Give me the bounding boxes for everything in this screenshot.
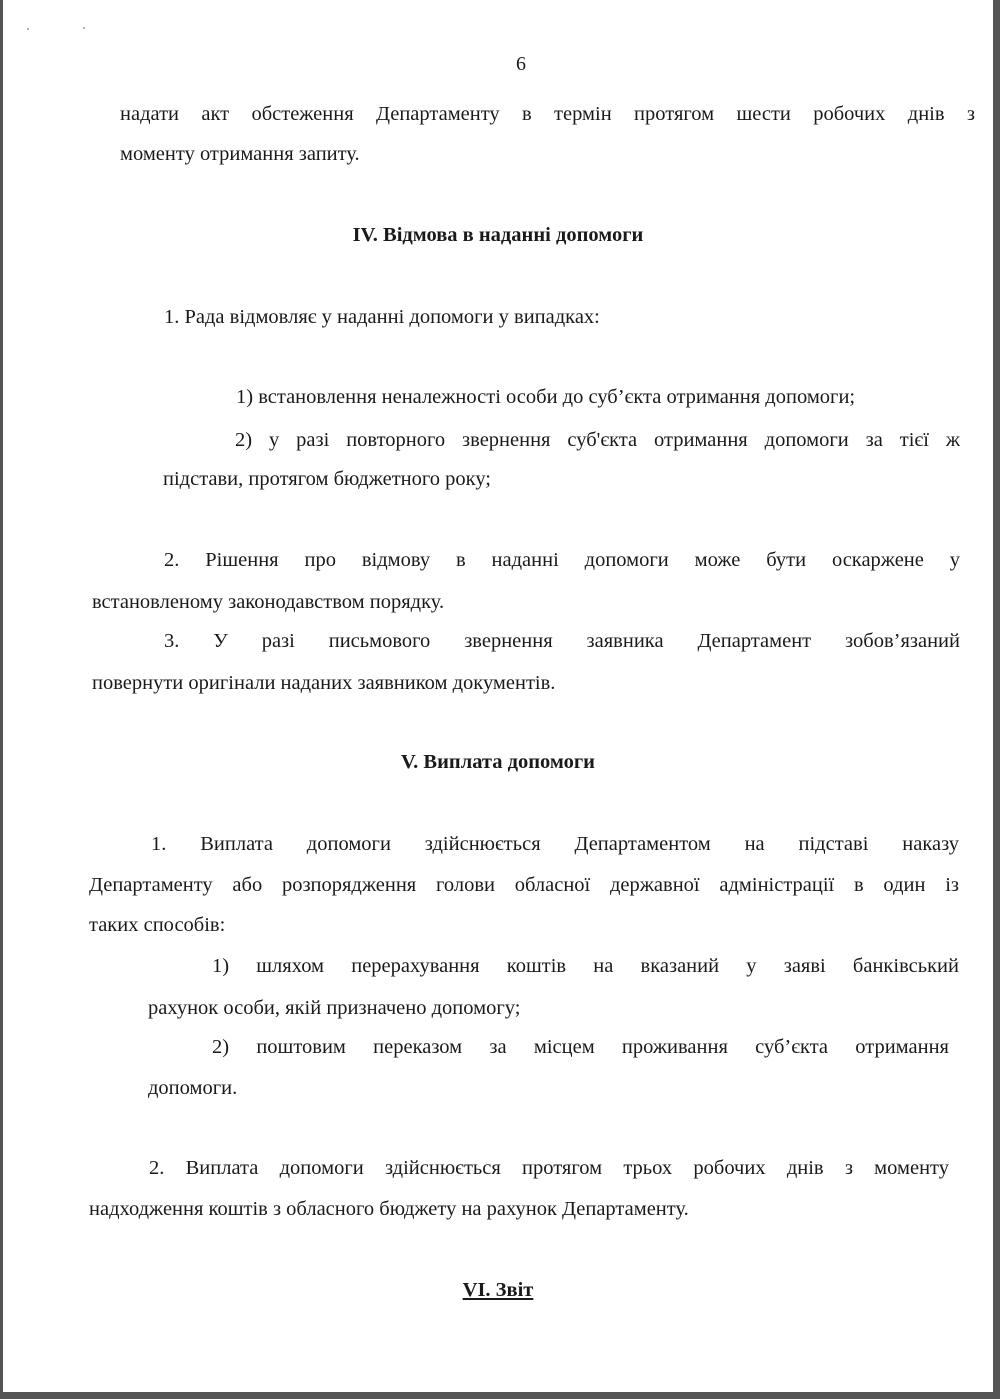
- section-heading-v: V. Виплата допомоги: [401, 751, 595, 773]
- text-line: 2. Виплата допомоги здійснюється протягом трьох робочих днів з моменту: [149, 1157, 949, 1179]
- list-item: 1) встановлення неналежності особи до суб’єкта отримання допомоги;: [236, 386, 856, 408]
- list-item: 2) у разі повторного звернення суб'єкта отримання допомоги за тієї ж: [235, 429, 960, 451]
- text-line: підстави, протягом бюджетного року;: [163, 468, 491, 490]
- text-line: 1. Рада відмовляє у наданні допомоги у випадках:: [164, 306, 600, 328]
- scan-speck: [27, 28, 29, 30]
- text-line: таких способів:: [89, 914, 226, 936]
- section-heading-vi: VI. Звіт: [462, 1279, 534, 1301]
- text-line: моменту отримання запиту.: [120, 143, 360, 165]
- scan-speck: [83, 27, 85, 29]
- text-line: 3. У разі письмового звернення заявника Департамент зобов’язаний: [164, 630, 960, 652]
- text-line: рахунок особи, якій призначено допомогу;: [148, 997, 521, 1019]
- page-number: 6: [516, 53, 526, 75]
- text-line: допомоги.: [148, 1077, 238, 1099]
- list-item: 2) поштовим переказом за місцем проживання суб’єкта отримання: [212, 1036, 949, 1058]
- section-heading-iv: IV. Відмова в наданні допомоги: [352, 224, 644, 246]
- list-item: 1) шляхом перерахування коштів на вказаний у заяві банківський: [212, 955, 959, 977]
- text-line: 1. Виплата допомоги здійснюється Департаментом на підставі наказу: [151, 833, 959, 855]
- text-line: надати акт обстеження Департаменту в термін протягом шести робочих днів з: [120, 103, 975, 125]
- text-line: Департаменту або розпорядження голови обласної державної адміністрації в один із: [89, 874, 959, 896]
- text-line: повернути оригінали наданих заявником документів.: [92, 672, 556, 694]
- document-page: [3, 0, 993, 1392]
- text-line: 2. Рішення про відмову в наданні допомоги може бути оскаржене у: [164, 549, 960, 571]
- text-line: надходження коштів з обласного бюджету на рахунок Департаменту.: [89, 1198, 689, 1220]
- text-line: встановленому законодавством порядку.: [92, 591, 445, 613]
